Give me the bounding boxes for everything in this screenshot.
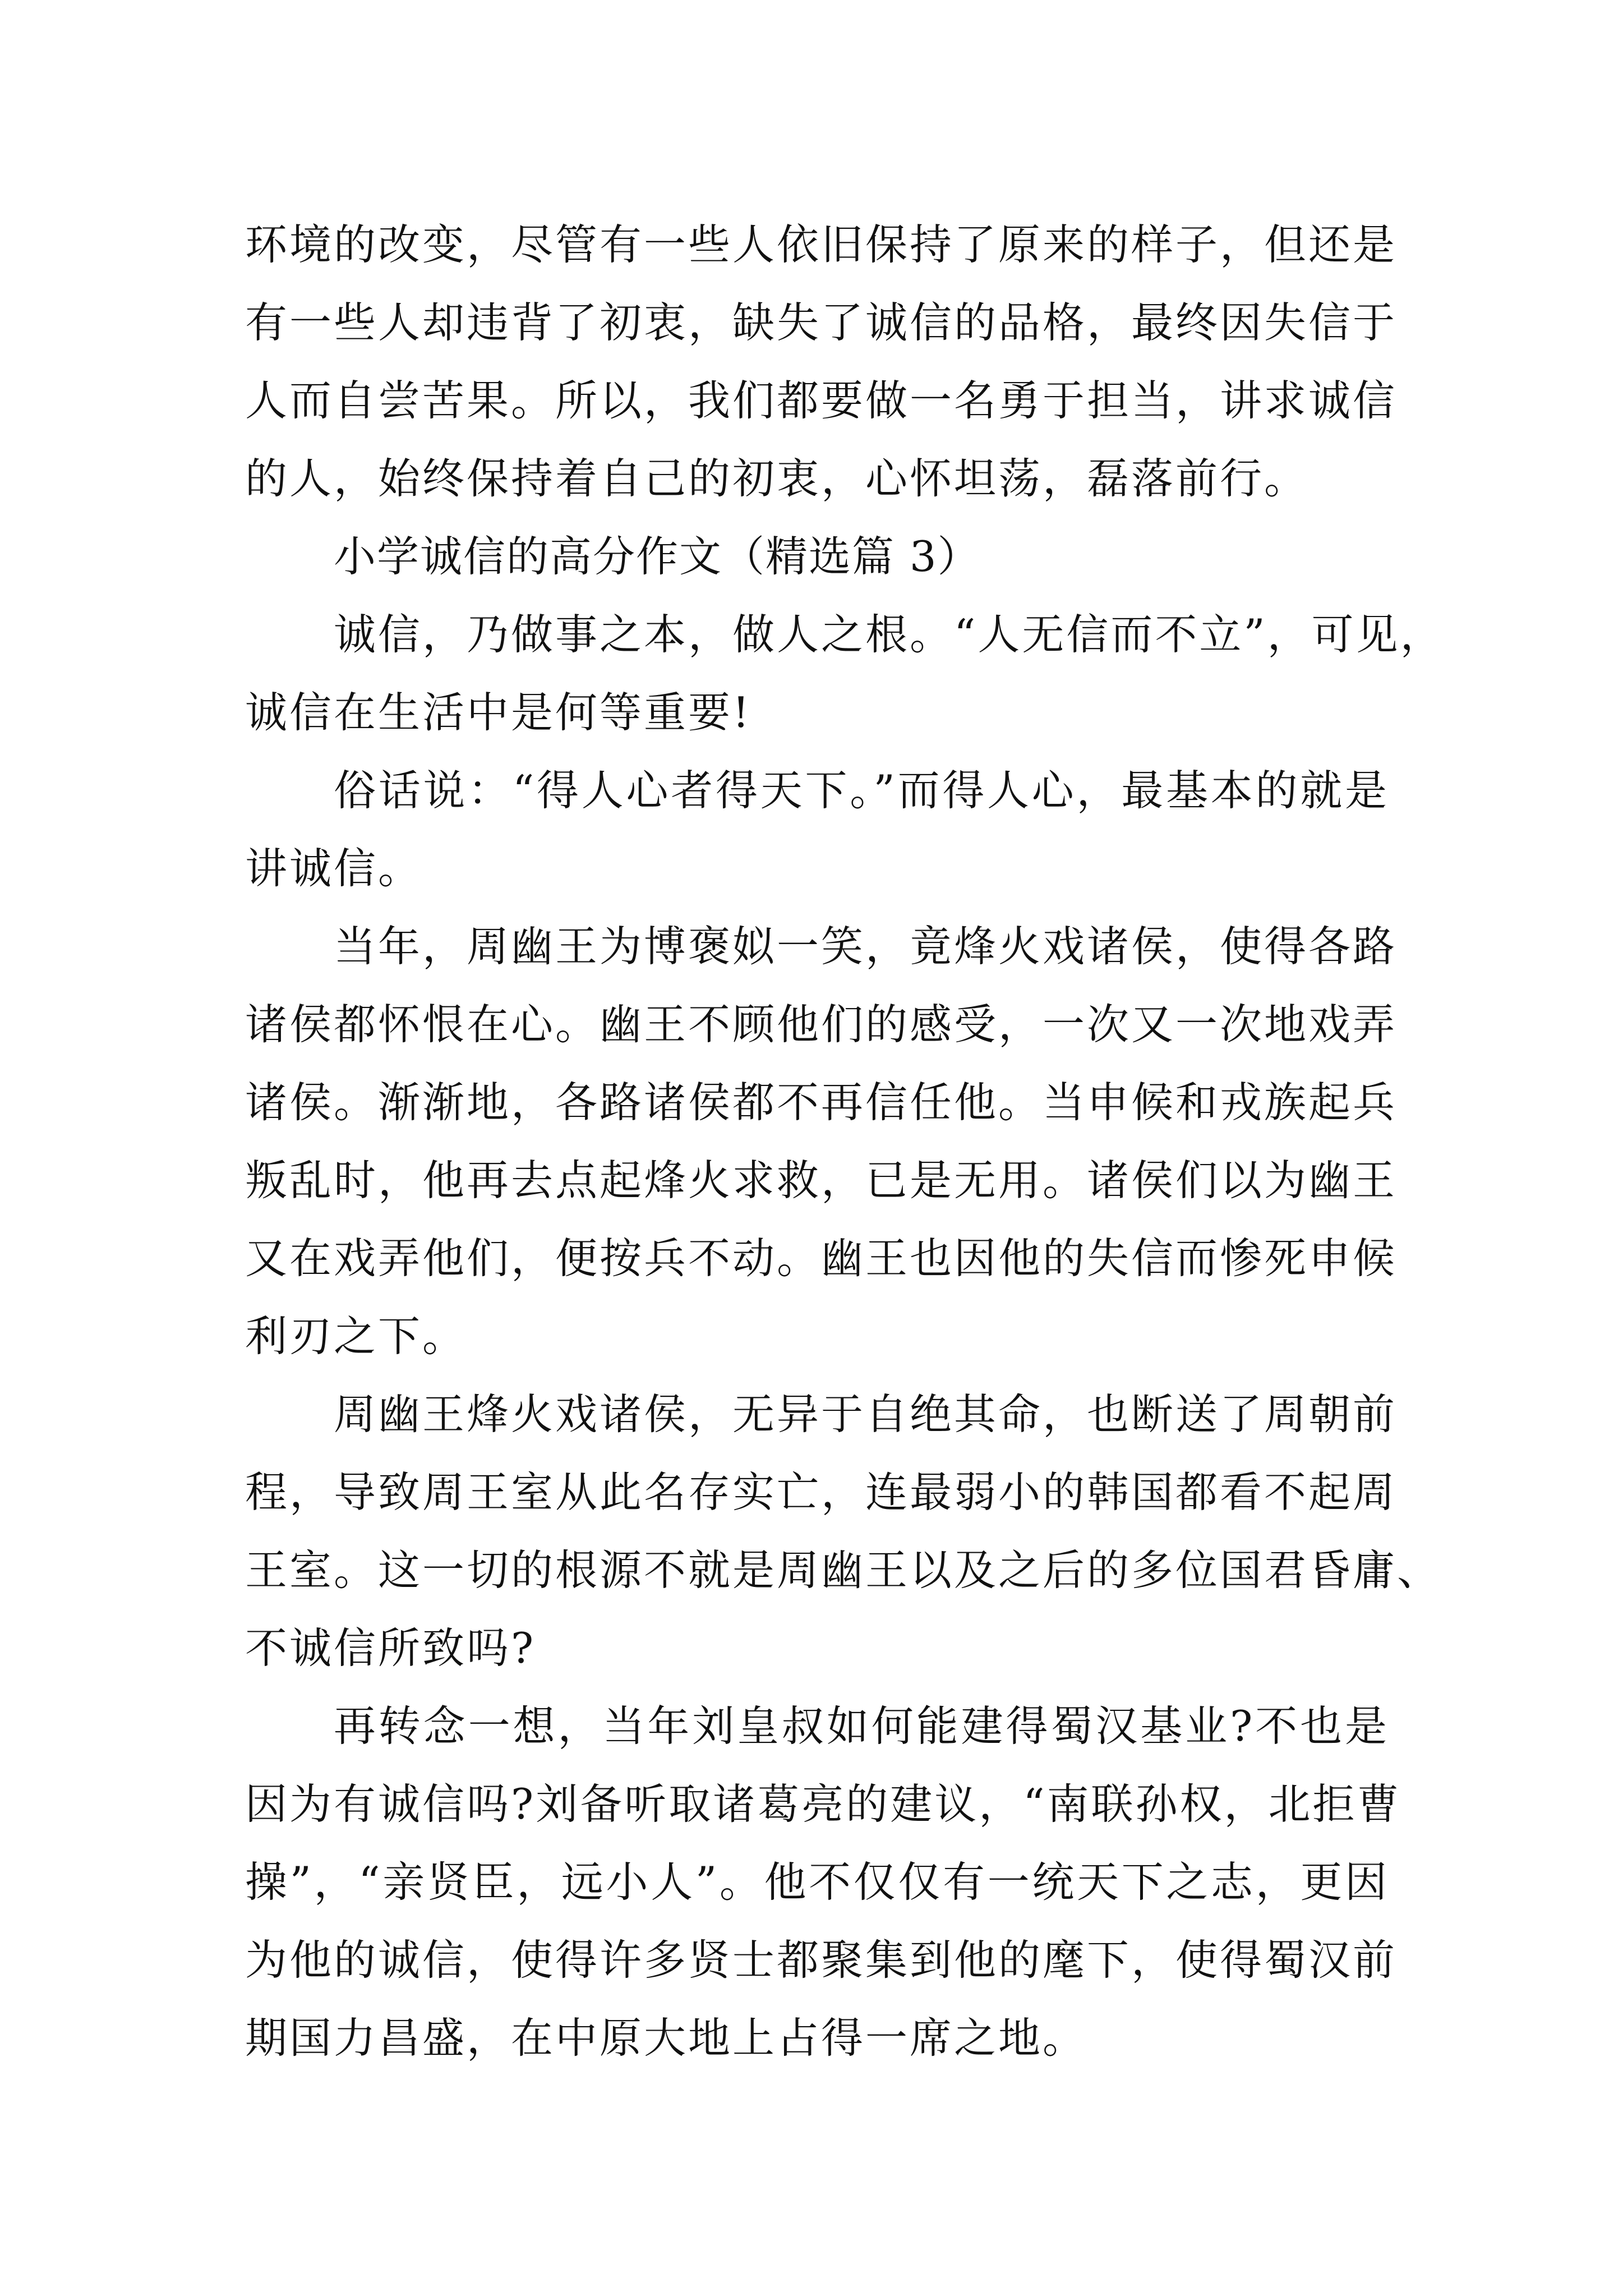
text-line: 因为有诚信吗?刘备听取诸葛亮的建议，“南联孙权，北拒曹	[245, 1779, 1401, 1829]
text-line: 操”，“亲贤臣，远小人”。他不仅仅有一统天下之志，更因	[245, 1857, 1389, 1907]
text-line: 俗话说：“得人心者得天下。”而得人心，最基本的就是	[334, 766, 1389, 815]
text-line: 又在戏弄他们，便按兵不动。幽王也因他的失信而惨死申候	[245, 1234, 1398, 1283]
text-line: 人而自尝苦果。所以，我们都要做一名勇于担当，讲求诚信	[245, 376, 1398, 425]
text-line: 当年，周幽王为博褒姒一笑，竟烽火戏诸侯，使得各路	[334, 922, 1398, 971]
text-line: 利刃之下。	[245, 1312, 467, 1361]
text-line: 期国力昌盛，在中原大地上占得一席之地。	[245, 2013, 1087, 2063]
text-line: 的人，始终保持着自己的初衷，心怀坦荡，磊落前行。	[245, 454, 1309, 503]
text-line: 环境的改变，尽管有一些人依旧保持了原来的样子，但还是	[245, 220, 1398, 269]
section-heading: 小学诚信的高分作文（精选篇 3）	[334, 532, 981, 581]
text-line: 诚信，乃做事之本，做人之根。“人无信而不立”，可见，	[334, 610, 1445, 659]
text-line: 再转念一想，当年刘皇叔如何能建得蜀汉基业?不也是	[334, 1701, 1389, 1751]
text-line: 有一些人却违背了初衷，缺失了诚信的品格，最终因失信于	[245, 298, 1398, 347]
text-line: 诚信在生活中是何等重要!	[245, 688, 752, 737]
text-line: 讲诚信。	[245, 844, 423, 893]
text-line: 为他的诚信，使得许多贤士都聚集到他的麾下，使得蜀汉前	[245, 1935, 1398, 1985]
text-line: 王室。这一切的根源不就是周幽王以及之后的多位国君昏庸、	[245, 1545, 1442, 1595]
text-line: 诸侯都怀恨在心。幽王不顾他们的感受，一次又一次地戏弄	[245, 1000, 1398, 1049]
text-line: 诸侯。渐渐地，各路诸侯都不再信任他。当申候和戎族起兵	[245, 1078, 1398, 1127]
text-line: 不诚信所致吗?	[245, 1623, 536, 1673]
text-line: 周幽王烽火戏诸侯，无异于自绝其命，也断送了周朝前	[334, 1389, 1398, 1439]
text-line: 程，导致周王室从此名存实亡，连最弱小的韩国都看不起周	[245, 1467, 1398, 1517]
text-line: 叛乱时，他再去点起烽火求救，已是无用。诸侯们以为幽王	[245, 1156, 1398, 1205]
